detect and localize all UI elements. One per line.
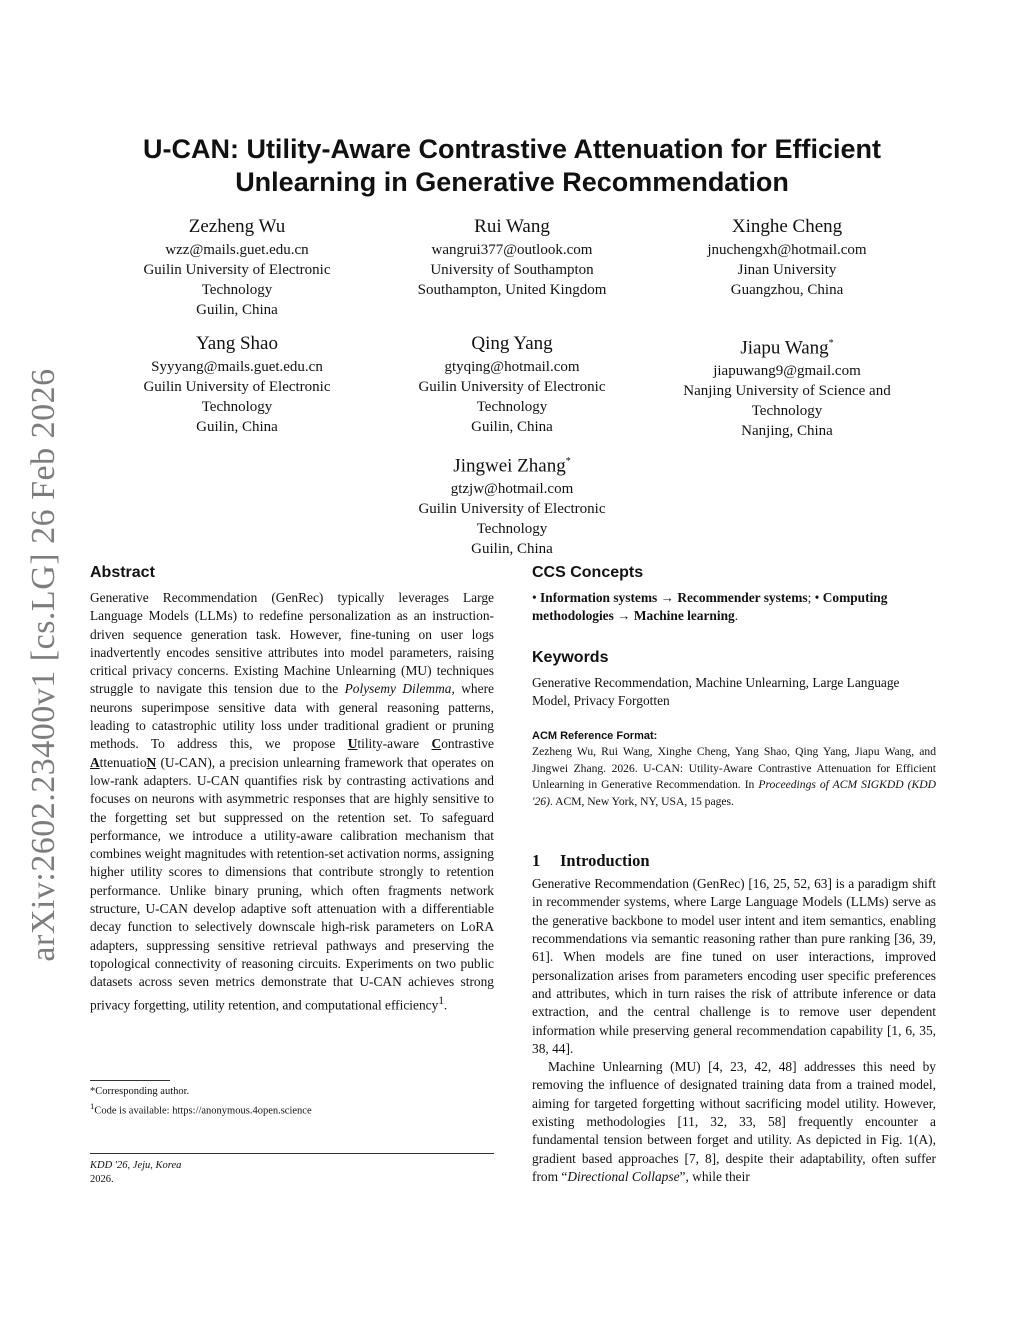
author-email: wzz@mails.guet.edu.cn [165,242,309,258]
keywords-text: Generative Recommendation, Machine Unlearning, Large Language Model, Privacy Forgotten [532,674,900,708]
introduction-paragraph-2: Machine Unlearning (MU) [4, 23, 42, 48] addresses this need by removing the influence of designated training data from a trained model, aiming for targeted forgetting without sacrificing model utility. However, existing methodologies [11, 32, 33, 58] frequently encounter a fundamental tension between forget and utility. As depicted in Fig. 1(A), gradient based approaches [7, 8], despite their adaptability, often suffer from “Directional Collapse”, while their [532,1059,936,1184]
footnote-rule [90,1080,170,1081]
author-location: Southampton, United Kingdom [417,282,607,298]
ccs-heading: CCS Concepts [532,564,644,581]
arxiv-identifier: arXiv:2602.23400v1 [cs.LG] 26 Feb 2026 [25,368,62,962]
right-column [532,563,936,1186]
author-location: Guangzhou, China [730,282,844,298]
author-email: wangrui377@outlook.com [431,242,593,258]
author-name: Xinghe Cheng [731,216,843,237]
author-name: Qing Yang [471,333,553,354]
author-email: gtyqing@hotmail.com [444,359,580,375]
author-email: jiapuwang9@gmail.com [713,363,861,380]
author-block-jingwei-zhang [382,450,642,559]
author-name: Yang Shao [195,333,278,354]
venue-rule [90,1153,494,1154]
author-affiliation: Nanjing University of Science and Technology [683,383,891,420]
author-email: gtzjw@hotmail.com [450,481,574,498]
author-name: Rui Wang [474,216,550,237]
author-location: Guilin, China [471,541,553,558]
footnote-code: $^1$Code is available: https://anonymous.4open.science [90,1101,312,1117]
section-title: Introduction [560,851,650,871]
author-name: Jingwei Zhang* [453,455,571,477]
corresponding-star: * [828,338,834,349]
author-block-xinghe-cheng [657,215,917,300]
abstract-text: Generative Recommendation (GenRec) typically leverages Large Language Models (LLMs) to redefine personalization as an instruction-driven sequence generation task. However, fine-tuning on user logs inadvertently encodes sensitive attributes into model parameters, raising critical privacy concerns. Existing Machine Unlearning (MU) techniques struggle to navigate this tension due to the Polysemy Dilemma, where neurons superimpose sensitive data with general reasoning patterns, leading to catastrophic utility loss under traditional gradient or pruning methods. To address this, we propose Utility-aware Contrastive AttenuatioN (U-CAN), a precision unlearning framework that operates on low-rank adapters. U-CAN quantifies risk by contrasting activations and focuses on neurons with asymmetric responses that are highly sensitive to the forgetting set but suppressed on the retention set. To safeguard performance, we introduce a utility-aware calibration mechanism that combines weight magnitudes with retention-set activation norms, assigning higher utility scores to dimensions that contribute strongly to retention performance. Unlike binary pruning, which often fragments network structure, U-CAN develop adaptive soft attenuation with a differentiable decay function to selectively downscale high-risk parameters on LoRA adapters, suppressing sensitive retrieval pathways and preserving the topological connectivity of reasoning circuits. Experiments on two public datasets across seven metrics demonstrate that U-CAN achieves strong privacy forgetting, utility retention, and computational efficiency$^1$. [90,590,494,1012]
author-affiliation: Guilin University of Electronic Technology [418,501,606,538]
author-affiliation: Guilin University of Electronic Technology [418,379,606,415]
author-block-zezheng-wu [107,215,367,320]
footnotes [90,1080,494,1119]
abstract-section [90,563,494,1014]
author-location: Guilin, China [196,302,278,318]
author-block-jiapu-wang [657,332,917,441]
acm-reference-heading: ACM Reference Format: [532,730,658,743]
ccs-concepts: • Information systems → Recommender systems; • Computing methodologies → Machine learning. [532,590,888,624]
author-location: Guilin, China [196,419,278,435]
arxiv-side-stamp [0,0,90,1325]
acm-reference-text: Zezheng Wu, Rui Wang, Xinghe Cheng, Yang Shao, Qing Yang, Jiapu Wang, and Jingwei Zhang. 2026. U-CAN: Utility-Aware Contrastive Attenuation for Efficient Unlearning in Generative Recommendation. In Proceedings of ACM SIGKDD (KDD '26). ACM, New York, NY, USA, 15 pages. [532,745,936,808]
venue-year: 2026. [90,1174,114,1185]
introduction-heading [532,851,936,871]
author-location: Guilin, China [471,419,553,435]
author-affiliation: Jinan University [737,262,837,278]
venue-info [90,1159,181,1187]
author-name: Zezheng Wu [188,216,286,237]
keywords-heading: Keywords [532,648,609,666]
author-location: Nanjing, China [741,423,833,440]
author-name: Jiapu Wang* [740,337,834,359]
author-block-qing-yang [382,332,642,437]
author-block-rui-wang [382,215,642,300]
author-affiliation: University of Southampton [430,262,594,278]
venue-line: KDD '26, Jeju, Korea [90,1160,182,1171]
author-affiliation: Guilin University of Electronic Technology [143,262,331,298]
author-email: Syyyang@mails.guet.edu.cn [151,359,323,375]
footnote-corresponding: *Corresponding author. [90,1086,190,1097]
abstract-heading: Abstract [90,564,155,581]
author-affiliation: Guilin University of Electronic Technology [143,379,331,415]
paper-title: U-CAN: Utility-Aware Contrastive Attenuation for Efficient Unlearning in Generative Recommendation [142,134,882,197]
section-number: 1 [532,851,541,871]
introduction-paragraph-1: Generative Recommendation (GenRec) [16, 25, 52, 63] is a paradigm shift in recommender systems, where Large Language Models (LLMs) serve as the generative backbone to model user intent and item semantics, enabling recommendations via semantic reasoning rather than pure ranking [36, 39, 61]. When models are fine tuned on user interactions, improved personalization arises from parameters encoding user specific preferences and attributes, which in turn raises the risk of attribute inference or data extraction, and the central challenge is to remove user dependent information while preserving general recommendation capability [1, 6, 35, 38, 44]. [532,876,936,1056]
corresponding-star: * [565,456,571,467]
author-email: jnuchengxh@hotmail.com [707,242,867,258]
author-block-yang-shao [107,332,367,437]
